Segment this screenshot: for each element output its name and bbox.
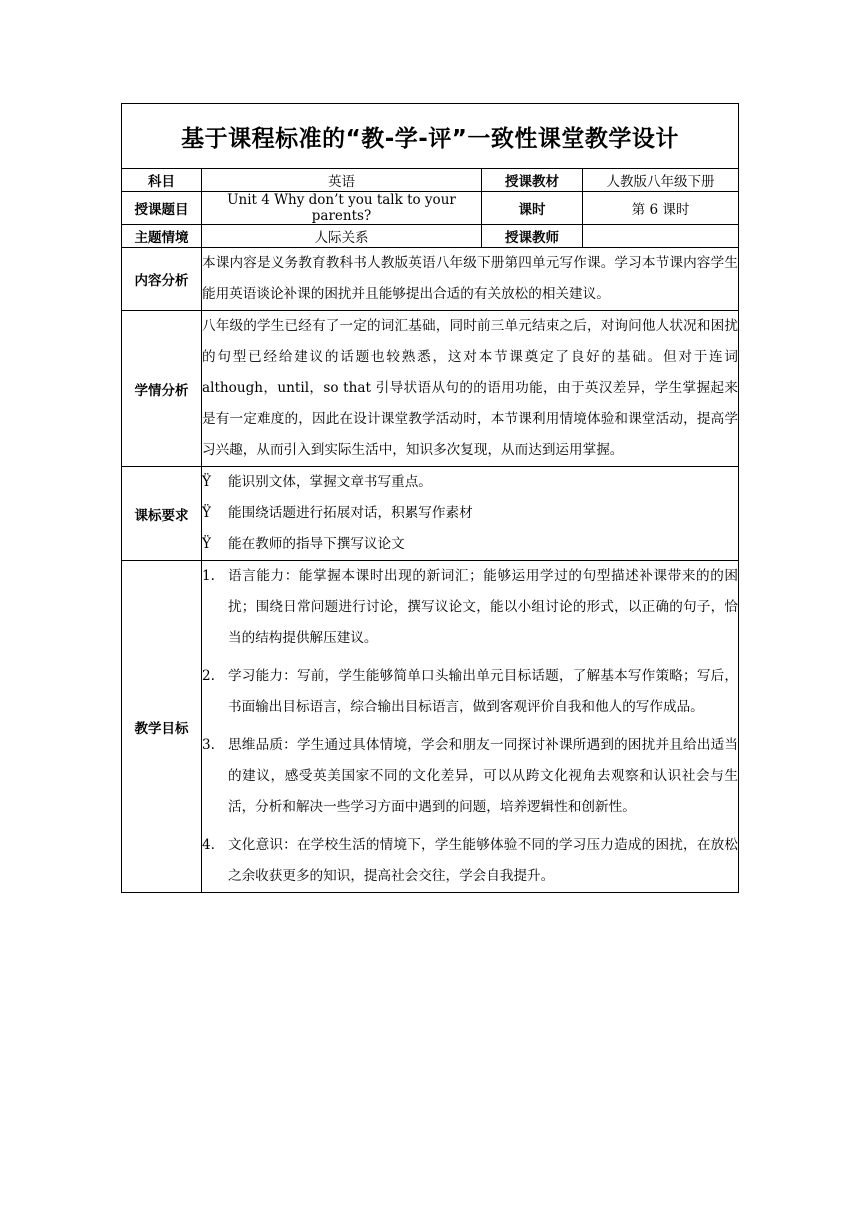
content-analysis-row bbox=[122, 248, 739, 311]
teaching-goals-list bbox=[202, 561, 739, 893]
goal-number: 4. bbox=[202, 837, 215, 853]
list-item bbox=[202, 498, 738, 529]
topic-value: Unit 4 Why don’t you talk to your parents? bbox=[202, 192, 482, 225]
list-item bbox=[202, 561, 738, 654]
subject-label: 科目 bbox=[122, 169, 202, 192]
goal-text: 文化意识：在学校生活的情境下，学生能够体验不同的学习压力造成的困扰，在放松之余收获更多的知识，提高社会交往，学会自我提升。 bbox=[228, 837, 739, 884]
subject-value: 英语 bbox=[202, 169, 482, 192]
lesson-plan-table bbox=[121, 103, 739, 893]
teaching-goals-label: 教学目标 bbox=[122, 561, 202, 893]
list-item bbox=[202, 830, 738, 892]
bullet-icon: Ÿ bbox=[202, 536, 211, 552]
student-analysis-label: 学情分析 bbox=[122, 311, 202, 467]
requirement-text: 能在教师的指导下撰写议论文 bbox=[228, 536, 405, 552]
theme-label: 主题情境 bbox=[122, 225, 202, 248]
content-analysis-text: 本课内容是义务教育教科书人教版英语八年级下册第四单元写作课。学习本节课内容学生能用英语谈论补课的困扰并且能够提出合适的有关放松的相关建议。 bbox=[202, 248, 739, 311]
page-title: 基于课程标准的“教-学-评”一致性课堂教学设计 bbox=[122, 104, 739, 169]
textbook-label: 授课教材 bbox=[482, 169, 583, 192]
teacher-label: 授课教师 bbox=[482, 225, 583, 248]
title-row bbox=[122, 104, 739, 169]
curriculum-requirements-row bbox=[122, 467, 739, 561]
teaching-goals-row bbox=[122, 561, 739, 893]
info-row-topic bbox=[122, 192, 739, 225]
curriculum-requirements-list bbox=[202, 467, 739, 561]
goal-number: 3. bbox=[202, 737, 215, 753]
topic-label: 授课题目 bbox=[122, 192, 202, 225]
bullet-icon: Ÿ bbox=[202, 505, 211, 521]
textbook-value: 人教版八年级下册 bbox=[583, 169, 739, 192]
info-row-subject bbox=[122, 169, 739, 192]
theme-value: 人际关系 bbox=[202, 225, 482, 248]
goal-text: 语言能力：能掌握本课时出现的新词汇；能够运用学过的句型描述补课带来的的困扰；围绕日常问题进行讨论，撰写议论文，能以小组讨论的形式，以正确的句子，恰当的结构提供解压建议。 bbox=[228, 568, 739, 646]
content-analysis-label: 内容分析 bbox=[122, 248, 202, 311]
goal-text: 思维品质：学生通过具体情境，学会和朋友一同探讨补课所遇到的困扰并且给出适当的建议，感受英美国家不同的文化差异，可以从跨文化视角去观察和认识社会与生活，分析和解决一些学习方面中遇到的问题，培养逻辑性和创新性。 bbox=[228, 737, 739, 815]
requirement-text: 能识别文体，掌握文章书写重点。 bbox=[228, 474, 432, 490]
requirement-text: 能围绕话题进行拓展对话，积累写作素材 bbox=[228, 505, 473, 521]
curriculum-requirements-label: 课标要求 bbox=[122, 467, 202, 561]
goal-number: 1. bbox=[202, 568, 215, 584]
teacher-value bbox=[583, 225, 739, 248]
student-analysis-row bbox=[122, 311, 739, 467]
goal-number: 2. bbox=[202, 668, 215, 684]
list-item bbox=[202, 467, 738, 498]
period-label: 课时 bbox=[482, 192, 583, 225]
list-item bbox=[202, 529, 738, 560]
bullet-icon: Ÿ bbox=[202, 474, 211, 490]
list-item bbox=[202, 730, 738, 823]
period-value: 第 6 课时 bbox=[583, 192, 739, 225]
goal-text: 学习能力：写前，学生能够简单口头输出单元目标话题，了解基本写作策略；写后，书面输出目标语言，综合输出目标语言，做到客观评价自我和他人的写作成品。 bbox=[228, 668, 739, 715]
info-row-theme bbox=[122, 225, 739, 248]
list-item bbox=[202, 661, 738, 723]
student-analysis-text: 八年级的学生已经有了一定的词汇基础，同时前三单元结束之后，对询问他人状况和困扰的句型已经给建议的话题也较熟悉，这对本节课奠定了良好的基础。但对于连词 although，until，so that 引导状语从句的的语用功能，由于英汉差异，学生掌握起来是有一定难度的，因此在设计课堂教学活动时，本节课利用情境体验和课堂活动，提高学习兴趣，从而引入到实际生活中，知识多次复现，从而达到运用掌握。 bbox=[202, 311, 739, 467]
